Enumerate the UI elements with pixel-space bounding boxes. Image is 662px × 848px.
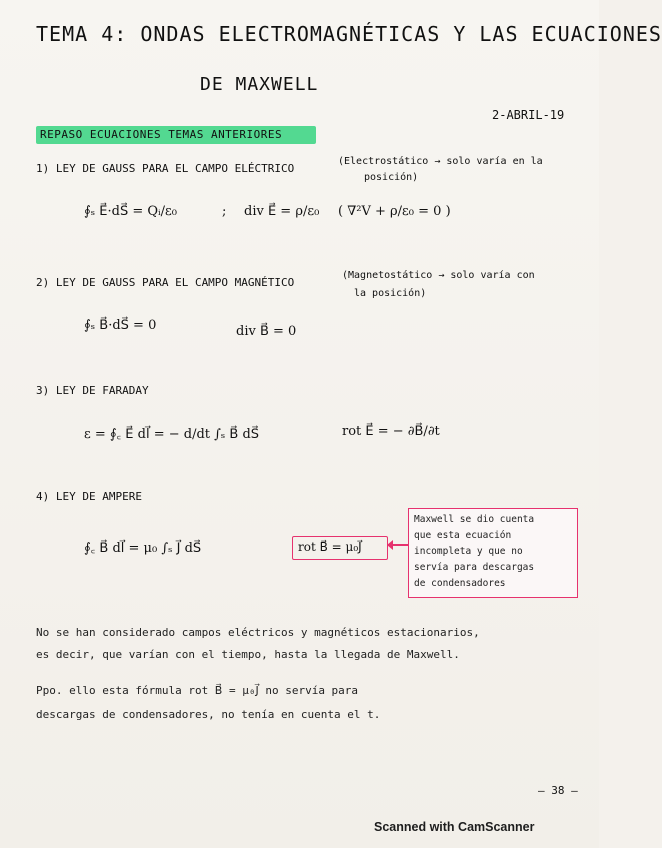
side-note-line: de condensadores [414,578,506,589]
item-2-note: (Magnetostático → solo varía con [342,270,535,281]
paragraph-line: es decir, que varían con el tiempo, hasta la llegada de Maxwell. [36,648,460,661]
item-1-note-2: posición) [364,172,419,183]
date: 2-ABRIL-19 [492,108,565,122]
page-title-line2: DE MAXWELL [200,74,319,95]
item-2-equation-div: div B⃗ = 0 [236,324,297,339]
page-number: – 38 – [538,784,578,797]
item-4-equation-rot: rot B⃗ = μ₀J⃗ [298,540,362,554]
item-2-heading: 2) LEY DE GAUSS PARA EL CAMPO MAGNÉTICO [36,276,295,289]
item-4-equation-integral: ∮꜀ B⃗ dl⃗ = μ₀ ∫ₛ J⃗ dS⃗ [84,541,202,556]
paragraph-line: descargas de condensadores, no tenía en cuenta el t. [36,708,381,721]
item-1-separator: ; [222,204,227,219]
item-2-equation-integral: ∮ₛ B⃗·dS⃗ = 0 [84,318,157,333]
arrow-icon [388,544,408,546]
item-2-note-2: la posición) [354,288,427,299]
item-1-equation-laplace: ( ∇²V + ρ/ε₀ = 0 ) [338,204,451,219]
side-note-line: que esta ecuación [414,530,512,541]
side-note-line: Maxwell se dio cuenta [414,514,535,525]
section-heading: REPASO ECUACIONES TEMAS ANTERIORES [40,128,283,141]
item-4-heading: 4) LEY DE AMPERE [36,490,142,503]
item-3-heading: 3) LEY DE FARADAY [36,384,149,397]
paragraph-line: Ppo. ello esta fórmula rot B⃗ = μ₀J⃗ no servía para [36,684,359,697]
item-3-equation-integral: ε = ∮꜀ E⃗ dl⃗ = − d/dt ∫ₛ B⃗ dS⃗ [84,427,260,442]
item-3-equation-rot: rot E⃗ = − ∂B⃗/∂t [342,424,440,439]
paragraph-line: No se han considerado campos eléctricos y magnéticos estacionarios, [36,626,480,639]
page-title: TEMA 4: ONDAS ELECTROMAGNÉTICAS Y LAS ECUACIONES [36,22,662,46]
item-1-heading: 1) LEY DE GAUSS PARA EL CAMPO ELÉCTRICO [36,162,295,175]
item-1-equation-div: div E⃗ = ρ/ε₀ [244,204,320,219]
side-note-line: servía para descargas [414,562,535,573]
side-note-line: incompleta y que no [414,546,523,557]
item-1-equation-integral: ∮ₛ E⃗·dS⃗ = Qᵢ/ε₀ [84,204,177,219]
scanner-watermark: Scanned with CamScanner [374,820,535,834]
item-1-note: (Electrostático → solo varía en la [338,156,543,167]
